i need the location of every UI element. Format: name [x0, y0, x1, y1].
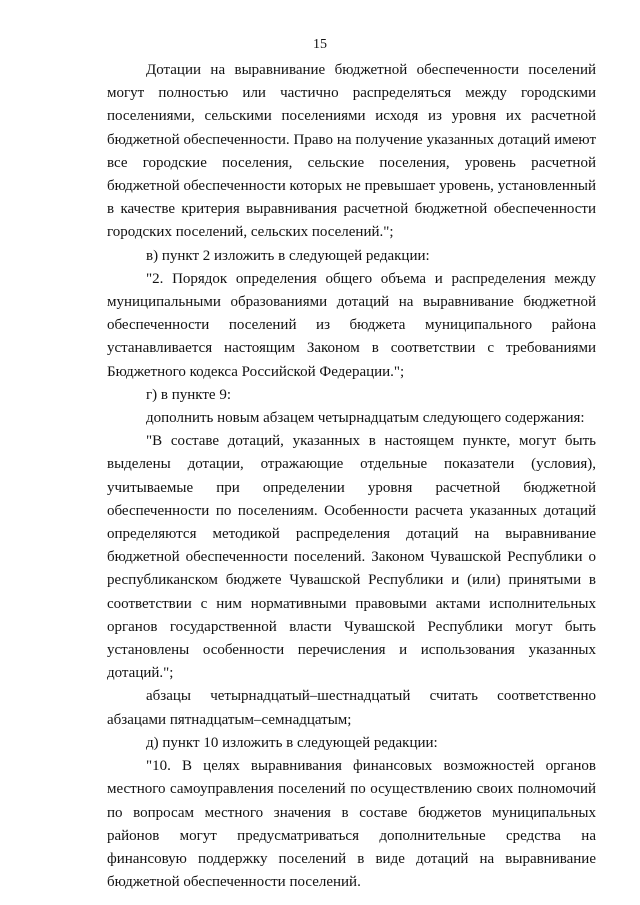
paragraph-item-2-text: "2. Порядок определения общего объема и распределения между муниципальными образованиями дотаций на выравнивание бюджетной обеспеченности поселений из бюджета муниципального района устанавливается настоящим Законом в соответствии с требованиями Бюджетного кодекса Российской Федерации.";: [107, 270, 596, 380]
page-number: 15: [313, 37, 327, 52]
paragraph-item-d-heading: д) пункт 10 изложить в следующей редакции:: [146, 734, 438, 751]
paragraph-item-g-heading: г) в пункте 9:: [146, 386, 232, 403]
paragraph-item-v-heading: в) пункт 2 изложить в следующей редакции:: [146, 247, 430, 264]
paragraph-add-new-abzac: дополнить новым абзацем четырнадцатым следующего содержания:: [146, 410, 585, 427]
document-body: [107, 59, 596, 894]
paragraph-new-abzac-text: "В составе дотаций, указанных в настоящем пункте, могут быть выделены дотации, отражающие отдельные показатели (условия), учитываемые при определении уровня расчетной бюджетной обеспеченности по поселениям. Особенности расчета указанных дотаций определяются методикой распределения дотаций на выравнивание бюджетной обеспеченности поселений. Законом Чувашской Республики о республиканском бюджете Чувашской Республики и (или) принятыми в соответствии с ним нормативными правовыми актами исполнительных органов государственной власти Чувашской Республики могут быть установлены особенности перечисления и использования указанных дотаций.";: [107, 433, 596, 682]
paragraph-renumber-abzacy: абзацы четырнадцатый–шестнадцатый считать соответственно абзацами пятнадцатым–семнадцатым;: [107, 688, 596, 728]
paragraph-item-10-text: "10. В целях выравнивания финансовых возможностей органов местного самоуправления поселений по осуществлению своих полномочий по вопросам местного значения в составе бюджетов муниципальных районов могут предусматриваться дополнительные средства на финансовую поддержку поселений в виде дотаций на выравнивание бюджетной обеспеченности поселений.: [107, 758, 596, 891]
paragraph-subsidy-distribution: Дотации на выравнивание бюджетной обеспеченности поселений могут полностью или частично распределяться между городскими поселениями, сельскими поселениями исходя из уровня их расчетной бюджетной обеспеченности. Право на получение указанных дотаций имеют все городские поселения, сельские поселения, уровень расчетной бюджетной обеспеченности которых не превышает уровень, установленный в качестве критерия выравнивания расчетной бюджетной обеспеченности городских поселений, сельских поселений.";: [107, 62, 596, 241]
